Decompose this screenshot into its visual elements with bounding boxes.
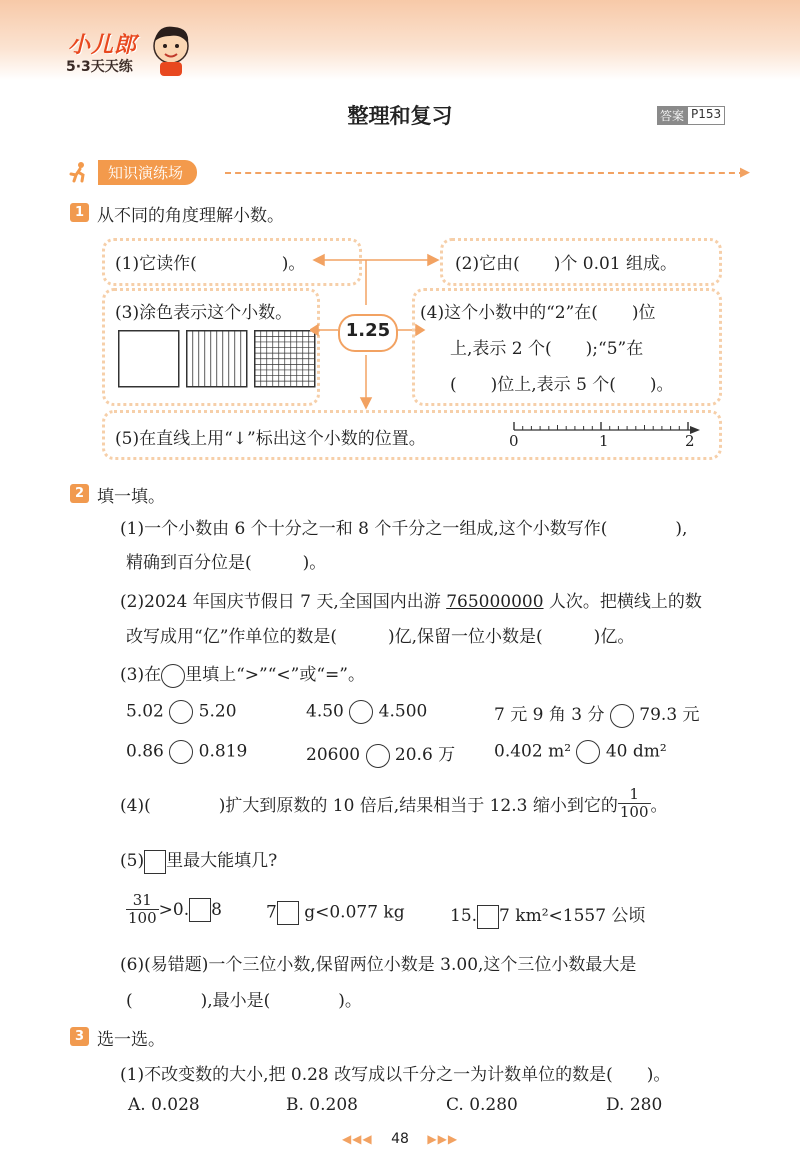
question-number-1: 1 [70, 203, 89, 222]
q2-s1-line1: (1)一个小数由 6 个十分之一和 8 个千分之一组成,这个小数写作( ), [120, 519, 688, 539]
answer-label: 答案 [657, 106, 687, 125]
text: 8 [211, 899, 222, 920]
axis-label-0: 0 [509, 432, 519, 450]
cmp-left: 4.50 [306, 701, 344, 722]
q2-s4-text: (4)( )扩大到原数的 10 倍后,结果相当于 12.3 缩小到它的 [120, 796, 618, 816]
q2-s5-stem [120, 846, 277, 874]
cmp-item-5 [306, 740, 455, 768]
question-number-2: 2 [70, 484, 89, 503]
section-heading [68, 160, 197, 184]
fraction [126, 892, 159, 927]
text: 15. [450, 906, 478, 926]
page-title: 整理和复习 [347, 104, 453, 128]
cmp-left: 20600 [306, 745, 361, 765]
text: 7 [266, 902, 277, 923]
q1-part5: (5)在直线上用“↓”标出这个小数的位置。 [115, 429, 426, 449]
cmp-right: 4.500 [378, 701, 428, 722]
answer-square[interactable] [477, 905, 499, 929]
unit-square-grid [118, 330, 180, 388]
q2-stem: 填一填。 [97, 487, 165, 507]
axis-label-2: 2 [685, 432, 695, 450]
q2-s4 [120, 786, 668, 821]
cmp-left: 0.86 [126, 741, 164, 762]
q2-s2-line1 [120, 587, 702, 612]
q1-part2: (2)它由( )个 0.01 组成。 [455, 254, 678, 274]
q3-option-b[interactable]: B. 0.208 [286, 1095, 358, 1115]
q2-s2-text-a: (2)2024 年国庆节假日 7 天,全国国内出游 [120, 592, 447, 612]
axis-label-1: 1 [599, 432, 609, 450]
answer-circle[interactable] [169, 740, 193, 764]
fraction [618, 786, 651, 821]
q2-s6-line2: ( ),最小是( )。 [126, 991, 362, 1011]
answer-reference [657, 106, 725, 125]
center-number: 1.25 [345, 320, 391, 341]
cmp-right: 20.6 万 [394, 745, 456, 765]
q2-s5-item-3 [450, 901, 645, 929]
denominator: 100 [619, 803, 649, 821]
q1-part3: (3)涂色表示这个小数。 [115, 303, 293, 323]
q3-option-a[interactable]: A. 0.028 [128, 1095, 200, 1115]
q3-option-d[interactable]: D. 280 [606, 1095, 663, 1115]
page-footer [0, 1131, 800, 1147]
q1-part4-line2: 上,表示 2 个( );“5”在 [450, 339, 644, 359]
cmp-right: 5.20 [198, 701, 237, 722]
q1-part1: (1)它读作( )。 [115, 254, 306, 274]
q3-option-c[interactable]: C. 0.280 [446, 1095, 518, 1115]
q2-s3-text-a: (3)在 [120, 665, 162, 685]
cmp-item-2 [306, 700, 427, 724]
denominator: 100 [128, 909, 157, 927]
cmp-right: 40 dm² [605, 741, 667, 762]
tenths-grid [186, 330, 248, 388]
cmp-item-1 [126, 700, 237, 724]
answer-circle[interactable] [349, 700, 373, 724]
answer-circle[interactable] [169, 700, 193, 724]
q2-s1-line2: 精确到百分位是( )。 [126, 553, 327, 573]
answer-page: P153 [687, 106, 725, 125]
q2-s5-item-1 [126, 892, 222, 927]
q3-s1: (1)不改变数的大小,把 0.28 改写成以千分之一为计数单位的数是( )。 [120, 1065, 671, 1085]
q2-s4-end: 。 [650, 796, 668, 816]
text: g<0.077 kg [298, 902, 405, 923]
section-divider [225, 172, 745, 174]
cmp-item-3 [494, 700, 700, 728]
q1-stem: 从不同的角度理解小数。 [97, 206, 284, 226]
question-number-3: 3 [70, 1027, 89, 1046]
q2-s5-item-2 [266, 901, 405, 925]
answer-square[interactable] [277, 901, 299, 925]
answer-square[interactable] [189, 898, 211, 922]
comparison-circle [161, 664, 185, 688]
cmp-right: 0.819 [198, 741, 248, 762]
page-number: 48 [391, 1131, 409, 1147]
cmp-left: 7 元 9 角 3 分 [494, 705, 605, 725]
q2-s3-stem [120, 660, 365, 688]
q2-s3-text-b: 里填上“>”“<”或“=”。 [185, 665, 365, 685]
blank-square [144, 850, 166, 874]
q2-s2-line2: 改写成用“亿”作单位的数是( )亿,保留一位小数是( )亿。 [126, 627, 635, 647]
prev-arrows-icon: ◀◀◀ [341, 1132, 373, 1146]
answer-circle[interactable] [366, 744, 390, 768]
numerator: 31 [126, 892, 159, 910]
q2-s6-line1: (6)(易错题)一个三位小数,保留两位小数是 3.00,这个三位小数最大是 [120, 955, 637, 975]
q3-stem: 选一选。 [97, 1030, 165, 1050]
mascot-boy-icon [148, 22, 194, 78]
q2-s5-text-b: 里最大能填几? [166, 851, 278, 871]
section-label: 知识演练场 [98, 160, 197, 185]
running-figure-icon [68, 161, 90, 183]
q2-s5-text-a: (5) [120, 851, 145, 871]
q2-s2-text-c: 人次。把横线上的数 [543, 592, 702, 612]
divider-arrow-icon: ▶ [740, 165, 750, 180]
brand-subtitle: 5·3天天练 [66, 59, 133, 75]
text: 7 km²<1557 公顷 [499, 906, 646, 926]
numerator: 1 [618, 786, 651, 804]
answer-circle[interactable] [610, 704, 634, 728]
hundredths-grid [254, 330, 316, 388]
answer-circle[interactable] [576, 740, 600, 764]
cmp-right: 79.3 元 [639, 705, 700, 725]
text: >0. [158, 899, 190, 920]
brand-logo: 小儿郎 [68, 33, 138, 58]
q1-part4-line1: (4)这个小数中的“2”在( )位 [420, 303, 656, 323]
cmp-item-4 [126, 740, 247, 764]
cmp-left: 0.402 m² [494, 741, 572, 762]
q2-s2-underlined-number: 765000000 [446, 592, 544, 612]
cmp-item-6 [494, 740, 667, 764]
cmp-left: 5.02 [126, 701, 164, 722]
next-arrows-icon: ▶▶▶ [427, 1132, 459, 1146]
q1-part4-line3: ( )位上,表示 5 个( )。 [450, 375, 674, 395]
